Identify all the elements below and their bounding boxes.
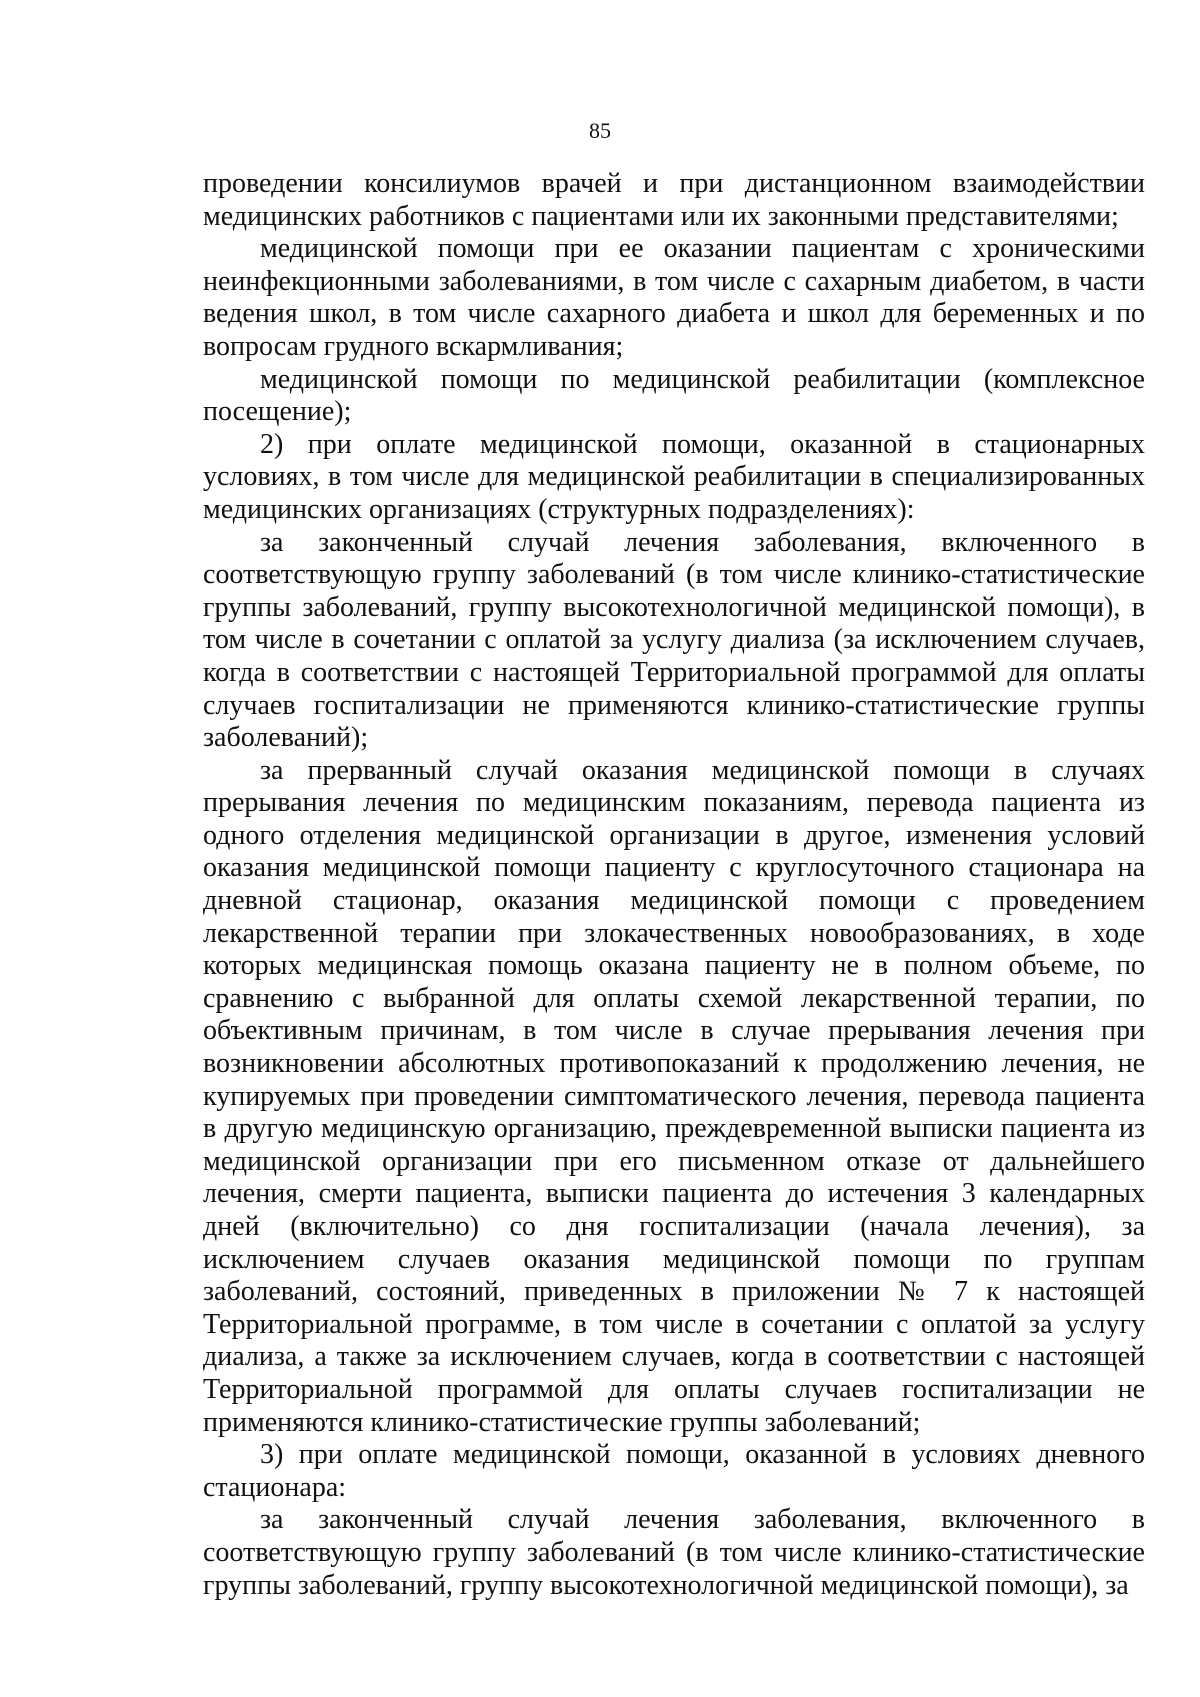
paragraph-7: 3) при оплате медицинской помощи, оказанной в условиях дневного стационара:	[203, 1439, 1145, 1503]
paragraph-2: медицинской помощи при ее оказании пациентам с хроническими неинфекционными заболеваниями, в том числе с сахарным диабетом, в части ведения школ, в том числе сахарного диабета и школ для беременных и по вопросам грудного вскармливания;	[203, 233, 1145, 362]
paragraph-3: медицинской помощи по медицинской реабилитации (комплексное посещение);	[203, 363, 1145, 428]
document-body	[203, 168, 1145, 1602]
paragraph-8: за законченный случай лечения заболевания, включенного в соответствующую группу заболеваний (в том числе клинико-статистические группы заболеваний, группу высокотехнологичной медицинской помощи), за	[203, 1504, 1145, 1601]
page-number: 85	[589, 118, 611, 143]
paragraph-6: за прерванный случай оказания медицинской помощи в случаях прерывания лечения по медицинским показаниям, перевода пациента из одного отделения медицинской организации в другое, изменения условий оказания медицинской помощи пациенту с круглосуточного стационара на дневной стационар, оказания медицинской помощи с проведением лекарственной терапии при злокачественных новообразованиях, в ходе которых медицинская помощь оказана пациенту не в полном объеме, по сравнению с выбранной для оплаты схемой лекарственной терапии, по объективным причинам, в том числе в случае прерывания лечения при возникновении абсолютных противопоказаний к продолжению лечения, не купируемых при проведении симптоматического лечения, перевода пациента в другую медицинскую организацию, преждевременной выписки пациента из медицинской организации при его письменном отказе от дальнейшего лечения, смерти пациента, выписки пациента до истечения 3 календарных дней (включительно) со дня госпитализации (начала лечения), за исключением случаев оказания медицинской помощи по группам заболеваний, состояний, приведенных в приложении № 7 к настоящей Территориальной программе, в том числе в сочетании с оплатой за услугу диализа, а также за исключением случаев, когда в соответствии с настоящей Территориальной программой для оплаты случаев госпитализации не применяются клинико-статистические группы заболеваний;	[203, 754, 1145, 1438]
paragraph-4: 2) при оплате медицинской помощи, оказанной в стационарных условиях, в том числе для медицинской реабилитации в специализированных медицинских организациях (структурных подразделениях):	[203, 428, 1145, 525]
paragraph-1: проведении консилиумов врачей и при дистанционном взаимодействии медицинских работников с пациентами или их законными представителями;	[203, 168, 1145, 232]
paragraph-5: за законченный случай лечения заболевания, включенного в соответствующую группу заболеваний (в том числе клинико-статистические группы заболеваний, группу высокотехнологичной медицинской помощи), в том числе в сочетании с оплатой за услугу диализа (за исключением случаев, когда в соответствии с настоящей Территориальной программой для оплаты случаев госпитализации не применяются клинико-статистические группы заболеваний);	[203, 526, 1145, 754]
